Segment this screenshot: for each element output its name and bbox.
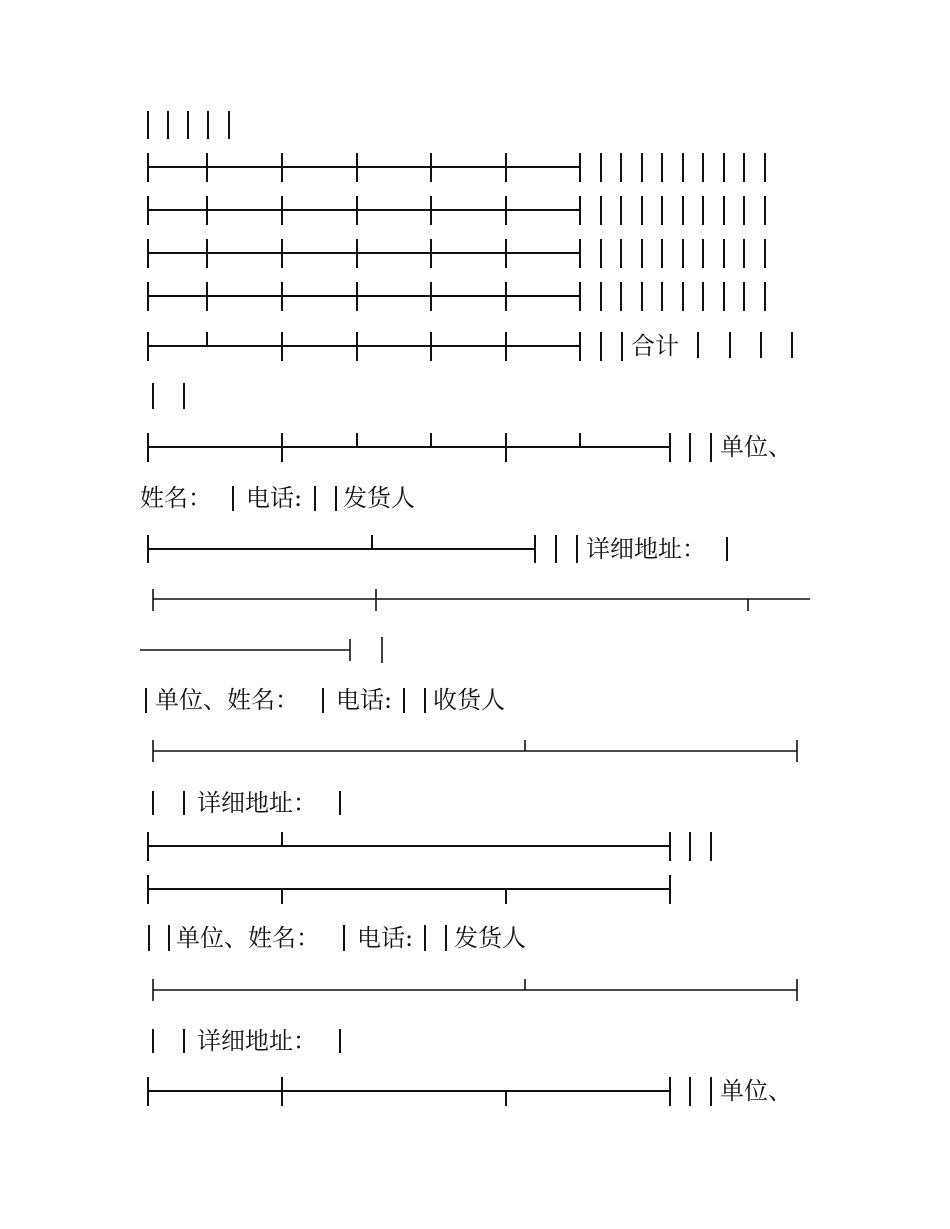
phone-label: 电话: — [246, 484, 303, 512]
address-label: 详细地址： — [586, 535, 706, 563]
consignee-label: 收货人 — [433, 686, 505, 714]
unit-name-label: 单位、姓名： — [176, 924, 320, 952]
rule-row-15 — [148, 832, 711, 861]
unit-name-label: 单位、姓名： — [155, 686, 299, 714]
phone-label: 电话: — [357, 924, 414, 952]
shipper-label: 发货人 — [343, 484, 415, 512]
rule-row-1 — [148, 153, 765, 182]
rule-row-11 — [140, 637, 382, 663]
rule-row-7 — [148, 433, 711, 462]
total-label: 合计 — [631, 332, 679, 360]
address-label: 详细地址： — [197, 789, 317, 817]
name-label: 姓名： — [140, 484, 212, 512]
rule-row-3 — [148, 239, 765, 268]
rule-row-10 — [153, 589, 810, 611]
address-label: 详细地址： — [197, 1027, 317, 1055]
rule-row-13 — [153, 740, 797, 762]
unit-label: 单位、 — [720, 1077, 792, 1105]
rule-row-6 — [153, 383, 184, 409]
rule-row-18 — [153, 979, 797, 1001]
rule-row-20 — [148, 1077, 711, 1106]
rule-row-4 — [148, 282, 765, 311]
phone-label: 电话: — [336, 686, 393, 714]
rule-row-2 — [148, 196, 765, 225]
unit-label: 单位、 — [720, 433, 792, 461]
rule-row-16 — [148, 875, 670, 904]
rule-row-total — [148, 332, 792, 361]
rule-row-0 — [148, 111, 229, 139]
shipper-label: 发货人 — [454, 924, 526, 952]
